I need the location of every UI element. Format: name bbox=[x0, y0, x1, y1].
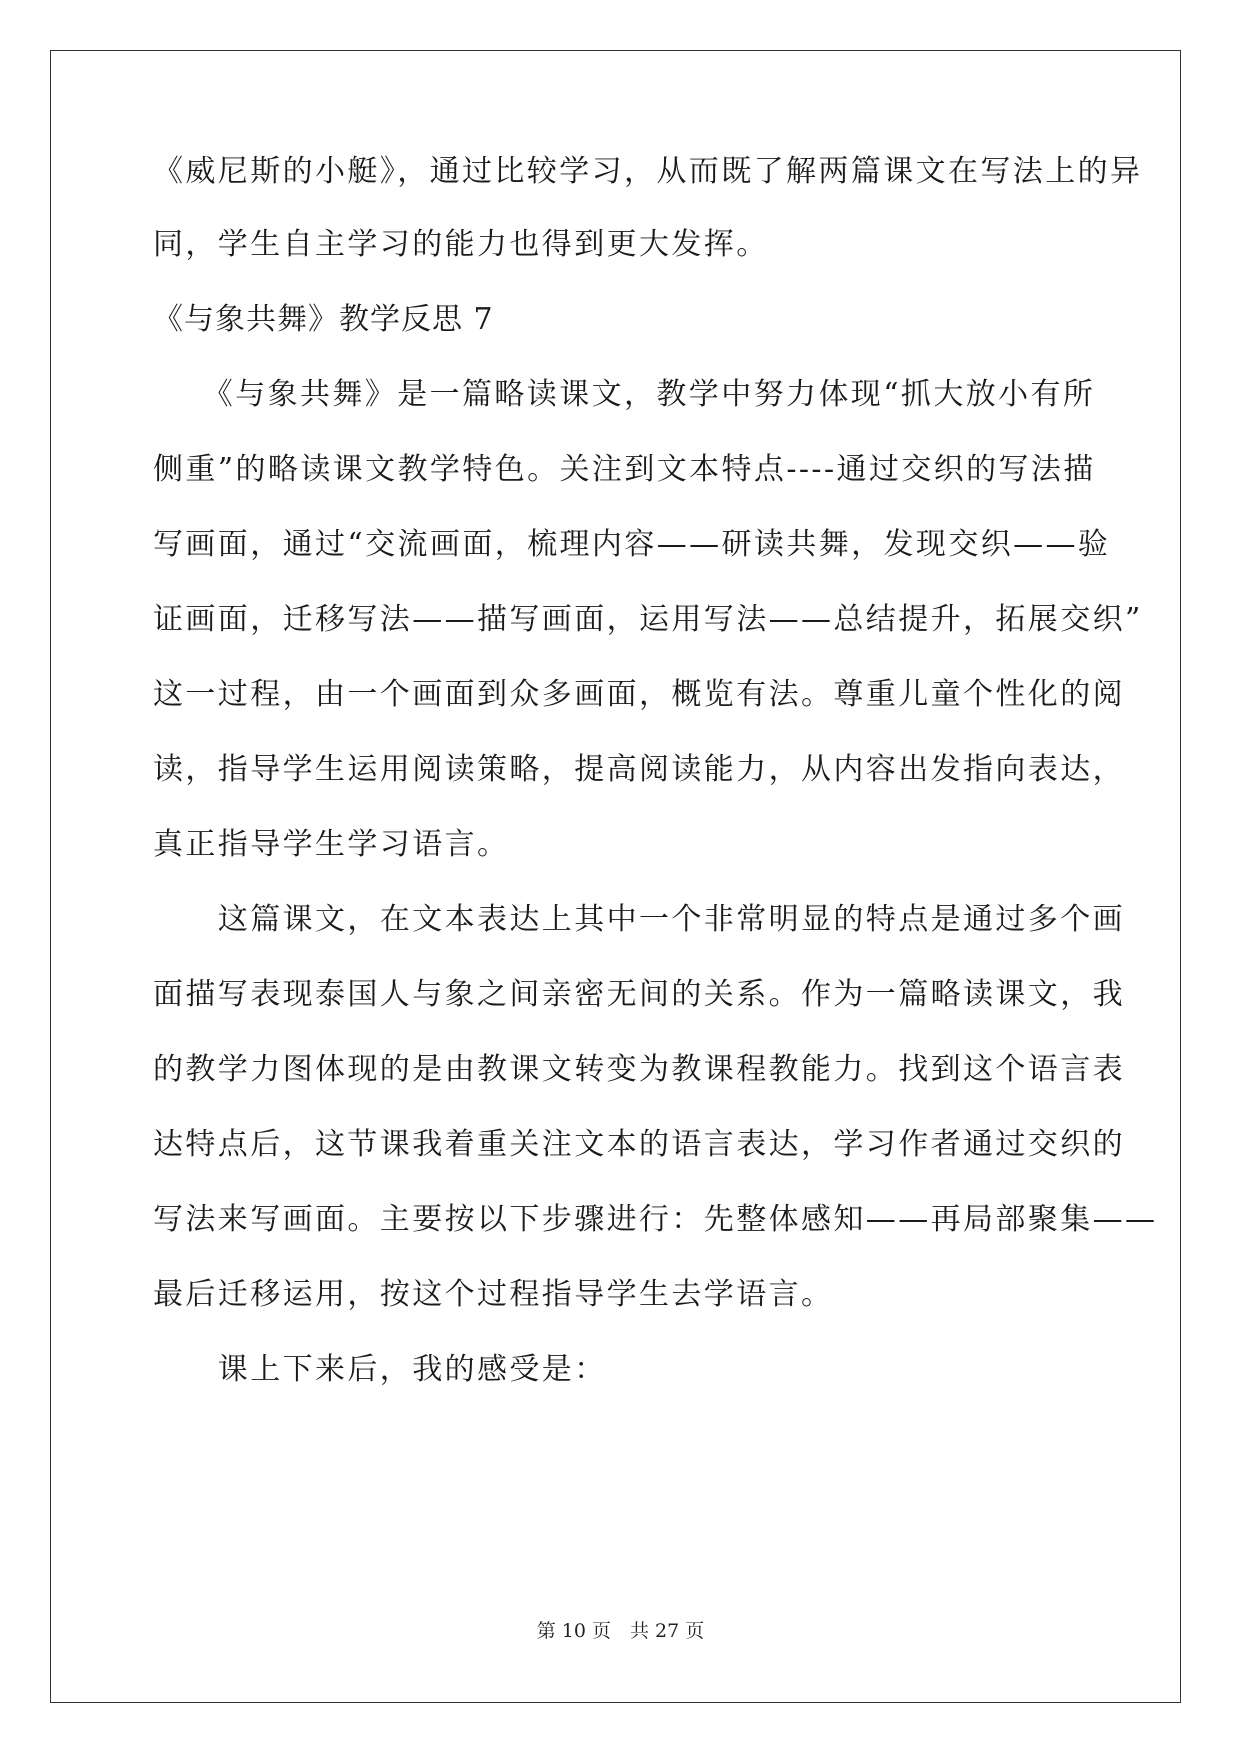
text-line: 这篇课文，在文本表达上其中一个非常明显的特点是通过多个画 bbox=[153, 902, 1125, 937]
text-line: 真正指导学生学习语言。 bbox=[153, 827, 510, 862]
text-line: 的教学力图体现的是由教课文转变为教课程教能力。找到这个语言表 bbox=[153, 1052, 1125, 1087]
text-line: 最后迁移运用，按这个过程指导学生去学语言。 bbox=[153, 1277, 834, 1312]
text-line: 证画面，迁移写法——描写画面，运用写法——总结提升，拓展交织” bbox=[153, 602, 1143, 637]
page-number-label: 第 10 页 共 27 页 bbox=[536, 1620, 705, 1642]
text-line: 达特点后，这节课我着重关注文本的语言表达，学习作者通过交织的 bbox=[153, 1127, 1125, 1162]
text-line: 课上下来后，我的感受是： bbox=[153, 1352, 607, 1387]
page-border bbox=[50, 50, 1181, 1703]
text-line: 《威尼斯的小艇》，通过比较学习，从而既了解两篇课文在写法上的异 bbox=[153, 154, 1143, 189]
text-line: 同，学生自主学习的能力也得到更大发挥。 bbox=[153, 227, 769, 262]
text-line: 写法来写画面。主要按以下步骤进行：先整体感知——再局部聚集—— bbox=[153, 1202, 1158, 1237]
section-heading: 《与象共舞》教学反思 7 bbox=[153, 302, 494, 337]
text-line: 写画面，通过“交流画面，梳理内容——研读共舞，发现交织——验 bbox=[153, 527, 1111, 562]
page-number-footer bbox=[0, 1619, 1241, 1643]
text-line: 读，指导学生运用阅读策略，提高阅读能力，从内容出发指向表达， bbox=[153, 752, 1125, 787]
text-line: 面描写表现泰国人与象之间亲密无间的关系。作为一篇略读课文，我 bbox=[153, 977, 1125, 1012]
text-line: 侧重”的略读课文教学特色。关注到文本特点----通过交织的写法描 bbox=[153, 452, 1096, 487]
text-line: 《与象共舞》是一篇略读课文，教学中努力体现“抓大放小有所 bbox=[153, 377, 1096, 412]
text-line: 这一过程，由一个画面到众多画面，概览有法。尊重儿童个性化的阅 bbox=[153, 677, 1125, 712]
